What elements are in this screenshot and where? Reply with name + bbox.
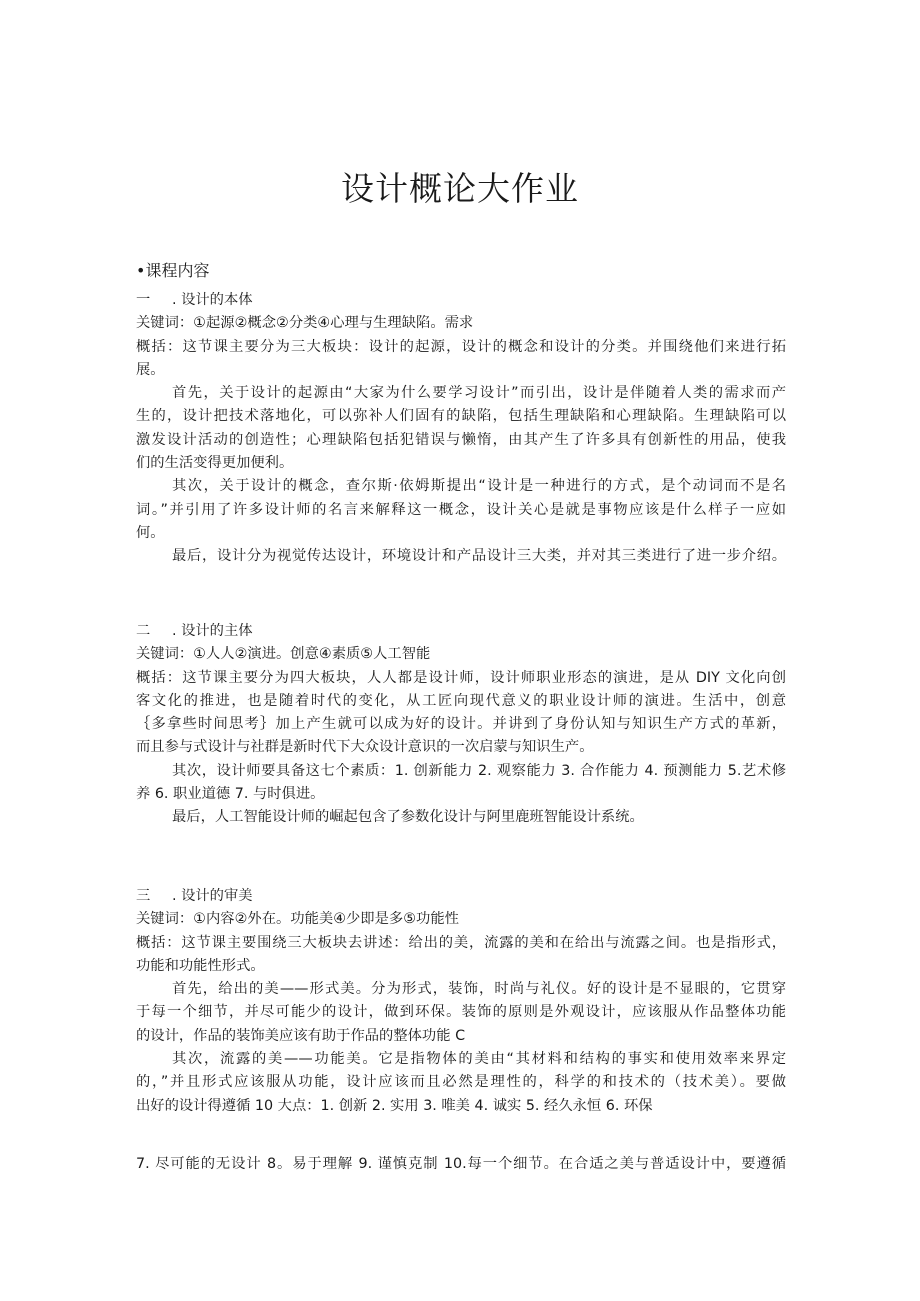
continuation-line-block <box>136 1153 786 1176</box>
paragraph-line: 其次，设计师要具备这七个素质：1. 创新能力 2. 观察能力 3. 合作能力 4. 预测能力 5.艺术修 <box>172 762 786 779</box>
paragraph-line: 的，”并且形式应该服从功能，设计应该而且必然是理性的，科学的和技术的（技术美）。要做 <box>136 1074 786 1091</box>
section-number: 三 <box>136 888 151 904</box>
paragraph-line: 词。”并引用了许多设计师的名言来解释这一概念，设计关心是就是事物应该是什么样子一应如 <box>136 501 786 518</box>
section-title: . 设计的主体 <box>172 623 253 639</box>
paragraph-line: 激发设计活动的创造性；心理缺陷包括犯错误与懒惰，由其产生了许多具有创新性的用品，使我 <box>136 431 786 448</box>
section-2 <box>136 620 786 830</box>
paragraph-line: 展。 <box>136 361 165 378</box>
section-heading <box>136 289 786 312</box>
paragraph-line: 概括：这节课主要分为四大板块，人人都是设计师，设计师职业形态的演进，是从 DIY 文化向创 <box>136 669 786 686</box>
section-1 <box>136 289 786 569</box>
paragraph-line: ｛多拿些时间思考｝加上产生就可以成为好的设计。并讲到了身份认知与知识生产方式的革新， <box>136 716 786 733</box>
paragraph-line: 首先，给出的美——形式美。分为形式，装饰，时尚与礼仪。好的设计是不显眼的，它贯穿 <box>172 981 786 998</box>
document-title: 设计概论大作业 <box>341 169 579 208</box>
paragraph-line: 客文化的推进，也是随着时代的变化，从工匠向现代意义的职业设计师的演进。生活中，创意 <box>136 692 786 709</box>
paragraph-line: 的设计，作品的装饰美应该有助于作品的整体功能 C <box>136 1027 466 1044</box>
paragraph-line: 于每一个细节，并尽可能少的设计，做到环保。装饰的原则是外观设计，应该服从作品整体功能 <box>136 1004 786 1021</box>
section-title: . 设计的本体 <box>172 292 253 308</box>
keywords-line: 关键词：①内容②外在。功能美④少即是多⑤功能性 <box>136 911 459 928</box>
paragraph-line: 7. 尽可能的无设计 8。易于理解 9. 谨慎克制 10.每一个细节。在合适之美与普适设计中，要遵循 <box>136 1156 786 1172</box>
section-heading <box>136 885 786 908</box>
section-title: . 设计的审美 <box>172 888 253 904</box>
paragraph-line: 首先，关于设计的起源由“大家为什么要学习设计”而引出，设计是伴随着人类的需求而产 <box>172 385 786 402</box>
section-heading <box>136 620 786 643</box>
paragraph-line: 最后，设计分为视觉传达设计，环境设计和产品设计三大类，并对其三类进行了进一步介绍。 <box>172 548 786 565</box>
paragraph-line: 概括：这节课主要分为三大板块：设计的起源，设计的概念和设计的分类。并围绕他们来进行拓 <box>136 338 786 355</box>
paragraph-line: 其次，关于设计的概念，查尔斯·依姆斯提出“设计是一种进行的方式，是个动词而不是名 <box>172 478 786 495</box>
keywords-line: 关键词：①人人②演进。创意④素质⑤人工智能 <box>136 646 431 663</box>
paragraph-line: 养 6. 职业道德 7. 与时俱进。 <box>136 786 325 803</box>
course-content-label: •课程内容 <box>136 261 210 280</box>
paragraph-line: 出好的设计得遵循 10 大点：1. 创新 2. 实用 3. 唯美 4. 诚实 5. 经久永恒 6. 环保 <box>136 1097 653 1114</box>
section-number: 二 <box>136 623 151 639</box>
paragraph-line: 其次，流露的美——功能美。它是指物体的美由“其材料和结构的事实和使用效率来界定 <box>172 1051 786 1068</box>
keywords-line: 关键词：①起源②概念②分类④心理与生理缺陷。需求 <box>136 315 474 332</box>
paragraph-line: 概括：这节课主要围绕三大板块去讲述：给出的美，流露的美和在给出与流露之间。也是指形式， <box>136 934 786 951</box>
paragraph-line: 生的，设计把技术落地化，可以弥补人们固有的缺陷，包括生理缺陷和心理缺陷。生理缺陷可以 <box>136 408 786 425</box>
section-number: 一 <box>136 292 151 308</box>
paragraph-line: 最后，人工智能设计师的崛起包含了参数化设计与阿里鹿班智能设计系统。 <box>172 809 644 826</box>
paragraph-line: 何。 <box>136 524 165 541</box>
paragraph-line: 功能和功能性形式。 <box>136 957 265 974</box>
paragraph-line: 而且参与式设计与社群是新时代下大众设计意识的一次启蒙与知识生产。 <box>136 739 594 756</box>
section-3 <box>136 885 786 1118</box>
paragraph-line: 们的生活变得更加便利。 <box>136 455 294 472</box>
